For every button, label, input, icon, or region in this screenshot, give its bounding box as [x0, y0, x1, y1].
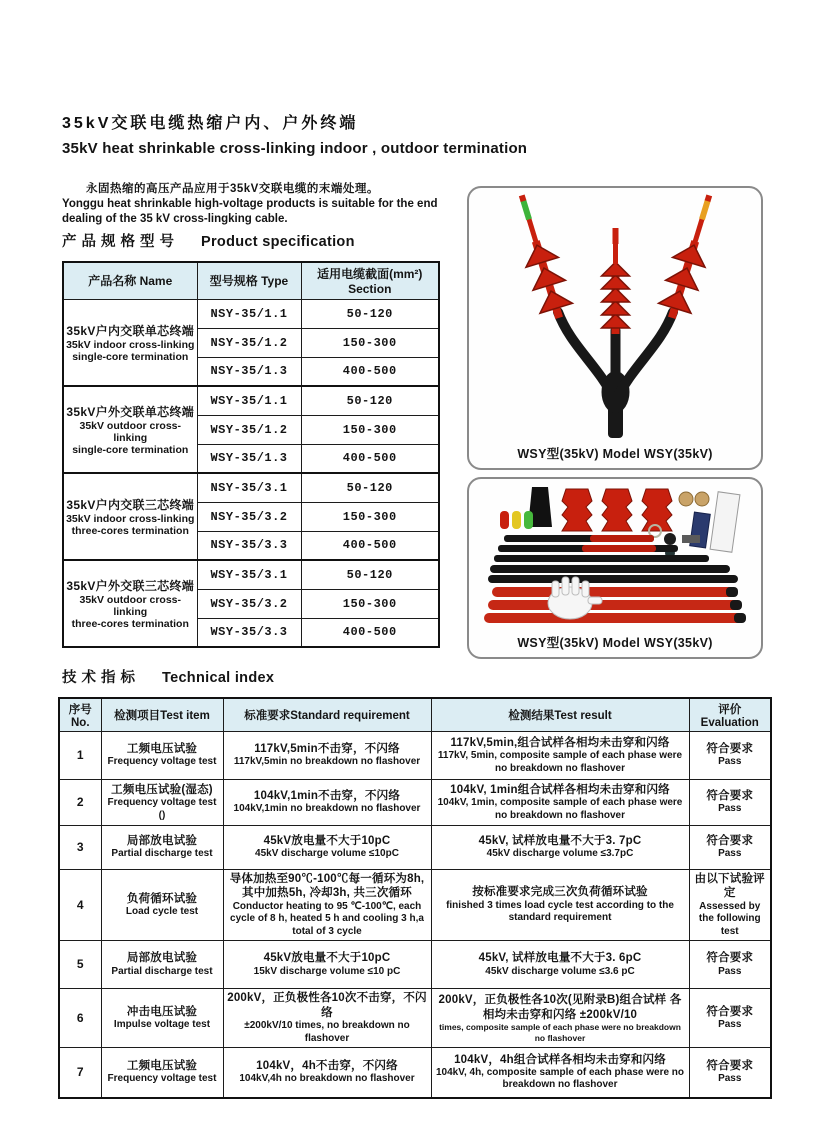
spec-header-name: 产品名称 Name [63, 262, 197, 299]
kit-small-part [664, 533, 676, 545]
kit-glove [548, 577, 602, 619]
table-row [59, 826, 771, 870]
kit-photo-caption: WSY型(35kV) Model WSY(35kV) [517, 636, 713, 650]
branch-middle [601, 228, 629, 334]
intro-en-line2: dealing of the 35 kV cross-lingking cable. [62, 212, 288, 225]
spec-type-cell: WSY-35/1.2 [197, 415, 301, 444]
tech-item: 工频电压试验 Frequency voltage test [101, 732, 223, 780]
product-spec-table [62, 261, 440, 648]
kit-small-part [682, 535, 700, 543]
spec-section-cell: 50-120 [301, 299, 439, 328]
tech-no: 5 [59, 941, 101, 989]
spec-section-heading [62, 230, 355, 251]
intro-paragraph [62, 182, 444, 227]
intro-cn: 永固热缩的高压产品应用于35kV交联电缆的末端处理。 [86, 183, 379, 195]
tech-heading-en: Technical index [162, 670, 275, 686]
spec-section-cell: 150-300 [301, 589, 439, 618]
kit-red-tube-short [590, 535, 654, 542]
tech-header-no: 序号No. [59, 698, 101, 732]
spec-section-cell: 150-300 [301, 415, 439, 444]
branch-left [505, 190, 575, 322]
group-name-cn: 35kV户外交联三芯终端 [66, 578, 195, 593]
kit-cap-red [500, 511, 509, 529]
spec-group-name [63, 386, 197, 473]
group-name-en2: three-cores termination [71, 618, 189, 631]
tech-no: 2 [59, 780, 101, 826]
group-name-en2: three-cores termination [71, 525, 189, 537]
spec-header-type: 型号规格 Type [197, 262, 301, 299]
group-name-en1: 35kV indoor cross-linking [66, 512, 195, 525]
page-title-cn: 35kV交联电缆热缩户内、户外终端 [62, 115, 359, 132]
tech-section-heading [62, 666, 274, 687]
tech-evaluation: 符合要求 Pass [689, 780, 771, 826]
technical-index-table [58, 697, 772, 1099]
table-row [63, 299, 439, 328]
tech-requirement: 45kV放电量不大于10pC 45kV discharge volume ≤10pC [223, 826, 431, 870]
tech-evaluation: 符合要求 Pass [689, 826, 771, 870]
tech-heading-cn: 技术指标 [62, 670, 140, 686]
tech-result: 45kV, 试样放电量不大于3. 7pC 45kV discharge volume ≤3.7pC [431, 826, 689, 870]
tech-result: 按标准要求完成三次负荷循环试验 finished 3 times load cycle test according to the standard requirement [431, 870, 689, 941]
tech-result: 200kV，正负极性各10次(见附录B)组合试样 各相均未击穿和闪络 ±200kV/10 times, composite sample of each phase were no breakdown no flashover [431, 989, 689, 1048]
tech-requirement: 117kV,5min不击穿，不闪络 117kV,5min no breakdown no flashover [223, 732, 431, 780]
tech-header-item: 检测项目Test item [101, 698, 223, 732]
kit-red-tubes [484, 587, 746, 623]
tech-header-result: 检测结果Test result [431, 698, 689, 732]
table-row [59, 870, 771, 941]
spec-type-cell: NSY-35/1.1 [197, 299, 301, 328]
tech-evaluation: 由以下试验评定 Assessed by the following test [689, 870, 771, 941]
tech-requirement: 104kV,1min不击穿，不闪络 104kV,1min no breakdown no flashover [223, 780, 431, 826]
group-name-cn: 35kV户内交联三芯终端 [66, 497, 195, 512]
group-name-en1: 35kV outdoor cross-linking [79, 593, 182, 618]
tech-no: 3 [59, 826, 101, 870]
table-row [63, 473, 439, 502]
table-row [63, 560, 439, 589]
spec-group-name [63, 560, 197, 647]
group-name-cn: 35kV户内交联单芯终端 [66, 323, 195, 338]
group-name-en2: single-core termination [72, 350, 189, 363]
tech-requirement: 104kV，4h不击穿，不闪络 104kV,4h no breakdown no flashover [223, 1048, 431, 1098]
group-name-en2: single-core termination [72, 444, 189, 457]
spec-section-cell: 50-120 [301, 560, 439, 589]
kit-red-tube-short [582, 545, 656, 552]
spec-heading-cn: 产品规格型号 [62, 234, 179, 250]
spec-type-cell: NSY-35/3.3 [197, 531, 301, 560]
spec-section-cell: 150-300 [301, 328, 439, 357]
tech-no: 6 [59, 989, 101, 1048]
spec-section-cell: 400-500 [301, 357, 439, 386]
tech-result: 104kV, 1min组合试样各相均未击穿和闪络 104kV, 1min, composite sample of each phase were no breakdown no flashover [431, 780, 689, 826]
tech-result: 45kV, 试样放电量不大于3. 6pC 45kV discharge volume ≤3.6 pC [431, 941, 689, 989]
spec-header-row [63, 262, 439, 299]
tech-no: 7 [59, 1048, 101, 1098]
tech-result: 104kV，4h组合试样各相均未击穿和闪络 104kV, 4h, composite sample of each phase were no breakdown no flashover [431, 1048, 689, 1098]
tech-evaluation: 符合要求 Pass [689, 732, 771, 780]
tech-header-requirement: 标准要求Standard requirement [223, 698, 431, 732]
tech-header-row [59, 698, 771, 732]
spec-section-cell: 400-500 [301, 618, 439, 647]
table-row [59, 989, 771, 1048]
tech-requirement: 45kV放电量不大于10pC 15kV discharge volume ≤10 pC [223, 941, 431, 989]
spec-group-name [63, 299, 197, 386]
table-row [59, 941, 771, 989]
kit-cap-yellow [512, 511, 521, 529]
spec-type-cell: WSY-35/3.3 [197, 618, 301, 647]
table-row [59, 1048, 771, 1098]
spec-type-cell: NSY-35/3.2 [197, 502, 301, 531]
termination-photo-frame [467, 186, 763, 470]
kit-photo-frame [467, 477, 763, 659]
tech-result: 117kV,5min,组合试样各相均未击穿和闪络 117kV, 5min, composite sample of each phase were no breakdown no flashover [431, 732, 689, 780]
phase-tip-orange [699, 199, 711, 220]
group-name-cn: 35kV户外交联单芯终端 [66, 404, 195, 419]
phase-tip-red [612, 228, 618, 244]
tech-header-evaluation: 评价 Evaluation [689, 698, 771, 732]
page-title [62, 110, 582, 157]
spec-group-name [63, 473, 197, 560]
spec-section-cell: 400-500 [301, 444, 439, 473]
spec-type-cell: NSY-35/3.1 [197, 473, 301, 502]
tech-item: 工频电压试验(湿态) Frequency voltage test () [101, 780, 223, 826]
phase-tip-green [520, 199, 532, 220]
termination-photo-caption: WSY型(35kV) Model WSY(35kV) [517, 447, 713, 461]
spec-section-cell: 50-120 [301, 386, 439, 415]
tech-evaluation: 符合要求 Pass [689, 1048, 771, 1098]
tech-item: 冲击电压试验 Impulse voltage test [101, 989, 223, 1048]
table-row [63, 386, 439, 415]
spec-type-cell: WSY-35/1.1 [197, 386, 301, 415]
branch-right [655, 190, 725, 322]
spec-header-section: 适用电缆截面(mm²) Section [301, 262, 439, 299]
spec-type-cell: WSY-35/3.2 [197, 589, 301, 618]
tech-no: 1 [59, 732, 101, 780]
group-name-en1: 35kV indoor cross-linking [66, 338, 195, 351]
kit-cap-green [524, 511, 533, 529]
tech-evaluation: 符合要求 Pass [689, 941, 771, 989]
tech-item: 局部放电试验 Partial discharge test [101, 826, 223, 870]
tech-requirement: 200kV，正负极性各10次不击穿，不闪络 ±200kV/10 times, no breakdown no flashover [223, 989, 431, 1048]
spec-type-cell: NSY-35/1.2 [197, 328, 301, 357]
tech-item: 工频电压试验 Frequency voltage test [101, 1048, 223, 1098]
spec-type-cell: WSY-35/1.3 [197, 444, 301, 473]
kit-lug [679, 492, 693, 506]
spec-section-cell: 50-120 [301, 473, 439, 502]
kit-illustration [470, 479, 761, 631]
spec-heading-en: Product specification [201, 234, 355, 250]
spec-type-cell: WSY-35/3.1 [197, 560, 301, 589]
table-row [59, 780, 771, 826]
spec-section-cell: 150-300 [301, 502, 439, 531]
tech-item: 负荷循环试验 Load cycle test [101, 870, 223, 941]
kit-instruction-sheet [710, 492, 740, 552]
cable-right [619, 312, 673, 394]
cable-left [558, 312, 612, 394]
tech-item: 局部放电试验 Partial discharge test [101, 941, 223, 989]
spec-type-cell: NSY-35/1.3 [197, 357, 301, 386]
group-name-en1: 35kV outdoor cross-linking [79, 419, 182, 444]
table-row [59, 732, 771, 780]
intro-en-line1: Yonggu heat shrinkable high-voltage products is suitable for the end [62, 197, 438, 210]
page-title-en: 35kV heat shrinkable cross-linking indoor , outdoor termination [62, 140, 528, 157]
kit-lug [695, 492, 709, 506]
tech-no: 4 [59, 870, 101, 941]
tech-evaluation: 符合要求 Pass [689, 989, 771, 1048]
spec-section-cell: 400-500 [301, 531, 439, 560]
termination-illustration [470, 188, 761, 438]
tech-requirement: 导体加热至90℃-100℃每一循环为8h, 其中加热5h, 冷却3h, 共三次循环 Conductor heating to 95 ℃-100℃, each cycle of 8 h, heated 5 h and cooling 3 h,a total of 3 cycle [223, 870, 431, 941]
